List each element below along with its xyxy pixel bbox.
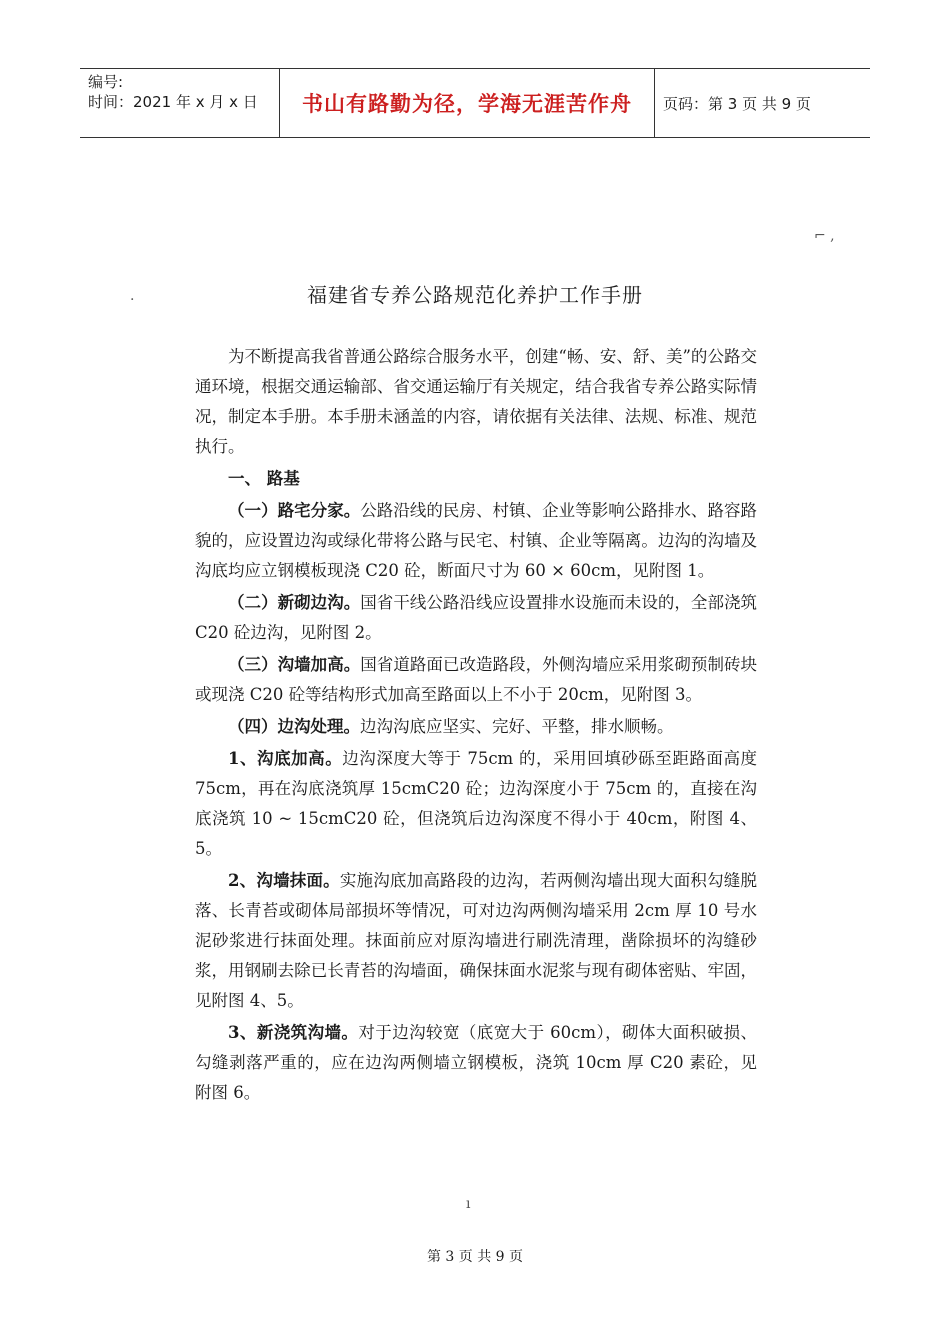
item-text: 边沟沟底应坚实、完好、平整，排水顺畅。 <box>360 717 674 736</box>
item-lead: 2、沟墙抹面。 <box>228 871 340 890</box>
scan-tick: ı <box>466 1196 471 1212</box>
item-lead: （四）边沟处理。 <box>228 717 360 736</box>
doc-number-label: 编号: <box>88 73 124 91</box>
item-text: 对于边沟较宽（底宽大于 60cm），砌体大面积破损、勾缝剥落严重的，应在边沟两侧墙立钢模板，浇筑 10cm 厚 C20 素砼，见附图 6。 <box>195 1023 757 1102</box>
item-text: 边沟深度大等于 75cm 的，采用回填砂砾至距路面高度 75cm，再在沟底浇筑厚 15cmC20 砼；边沟深度小于 75cm 的，直接在沟底浇筑 10 ~ 15cmC20 砼，但浇筑后边沟深度不得小于 40cm，附图 4、5。 <box>195 749 758 858</box>
item-lead: 3、新浇筑沟墙。 <box>228 1023 359 1042</box>
intro-paragraph: 为不断提高我省普通公路综合服务水平，创建“畅、安、舒、美”的公路交通环境，根据交通运输部、省交通运输厅有关规定，结合我省专养公路实际情况，制定本手册。本手册未涵盖的内容，请依据有关法律、法规、标准、规范执行。 <box>195 347 757 456</box>
header-meta <box>80 69 280 137</box>
list-item <box>195 866 757 1016</box>
item-text: 国省道路面已改造路段，外侧沟墙应采用浆砌预制砖块或现浇 C20 砼等结构形式加高至路面以上不小于 20cm，见附图 3。 <box>195 655 758 704</box>
list-item <box>195 712 757 742</box>
item-text: 实施沟底加高路段的边沟，若两侧沟墙出现大面积勾缝脱落、长青苔或砌体局部损坏等情况，可对边沟两侧沟墙采用 2cm 厚 10 号水泥砂浆进行抹面处理。抹面前应对原沟墙进行刷洗清理，凿除损坏的沟缝砂浆，用钢刷去除已长青苔的沟墙面，确保抹面水泥浆与现有砌体密贴、牢固，见附图 4、5。 <box>195 871 758 1010</box>
item-text: 公路沿线的民房、村镇、企业等影响公路排水、路容路貌的，应设置边沟或绿化带将公路与民宅、村镇、企业等隔离。边沟的沟墙及沟底均应立钢模板现浇 C20 砼，断面尺寸为 60 × 60cm，见附图 1。 <box>195 501 758 580</box>
header-page-info: 页码：第 3 页 共 9 页 <box>663 94 811 113</box>
item-text: 国省干线公路沿线应设置排水设施而未设的，全部浇筑 C20 砼边沟，见附图 2。 <box>195 593 758 642</box>
section-heading: 一、 路基 <box>228 469 300 488</box>
list-item <box>195 1018 757 1108</box>
page-footer: 第 3 页 共 9 页 <box>426 1249 524 1265</box>
list-item <box>195 650 757 710</box>
item-lead: 1、沟底加高。 <box>228 749 343 768</box>
list-item <box>195 496 757 586</box>
list-item <box>195 588 757 648</box>
item-lead: （三）沟墙加高。 <box>228 655 361 674</box>
item-lead: （二）新砌边沟。 <box>228 593 361 612</box>
scan-mark: ⌐ , <box>814 228 835 244</box>
list-item <box>195 744 757 864</box>
document-title: 福建省专养公路规范化养护工作手册 <box>307 283 643 307</box>
document-body <box>195 342 757 1108</box>
scan-dot: . <box>130 288 135 304</box>
item-lead: （一）路宅分家。 <box>228 501 361 520</box>
header-motto: 书山有路勤为径，学海无涯苦作舟 <box>280 69 655 137</box>
doc-date-label: 时间：2021 年 x 月 x 日 <box>88 93 258 111</box>
header-table <box>80 68 870 138</box>
